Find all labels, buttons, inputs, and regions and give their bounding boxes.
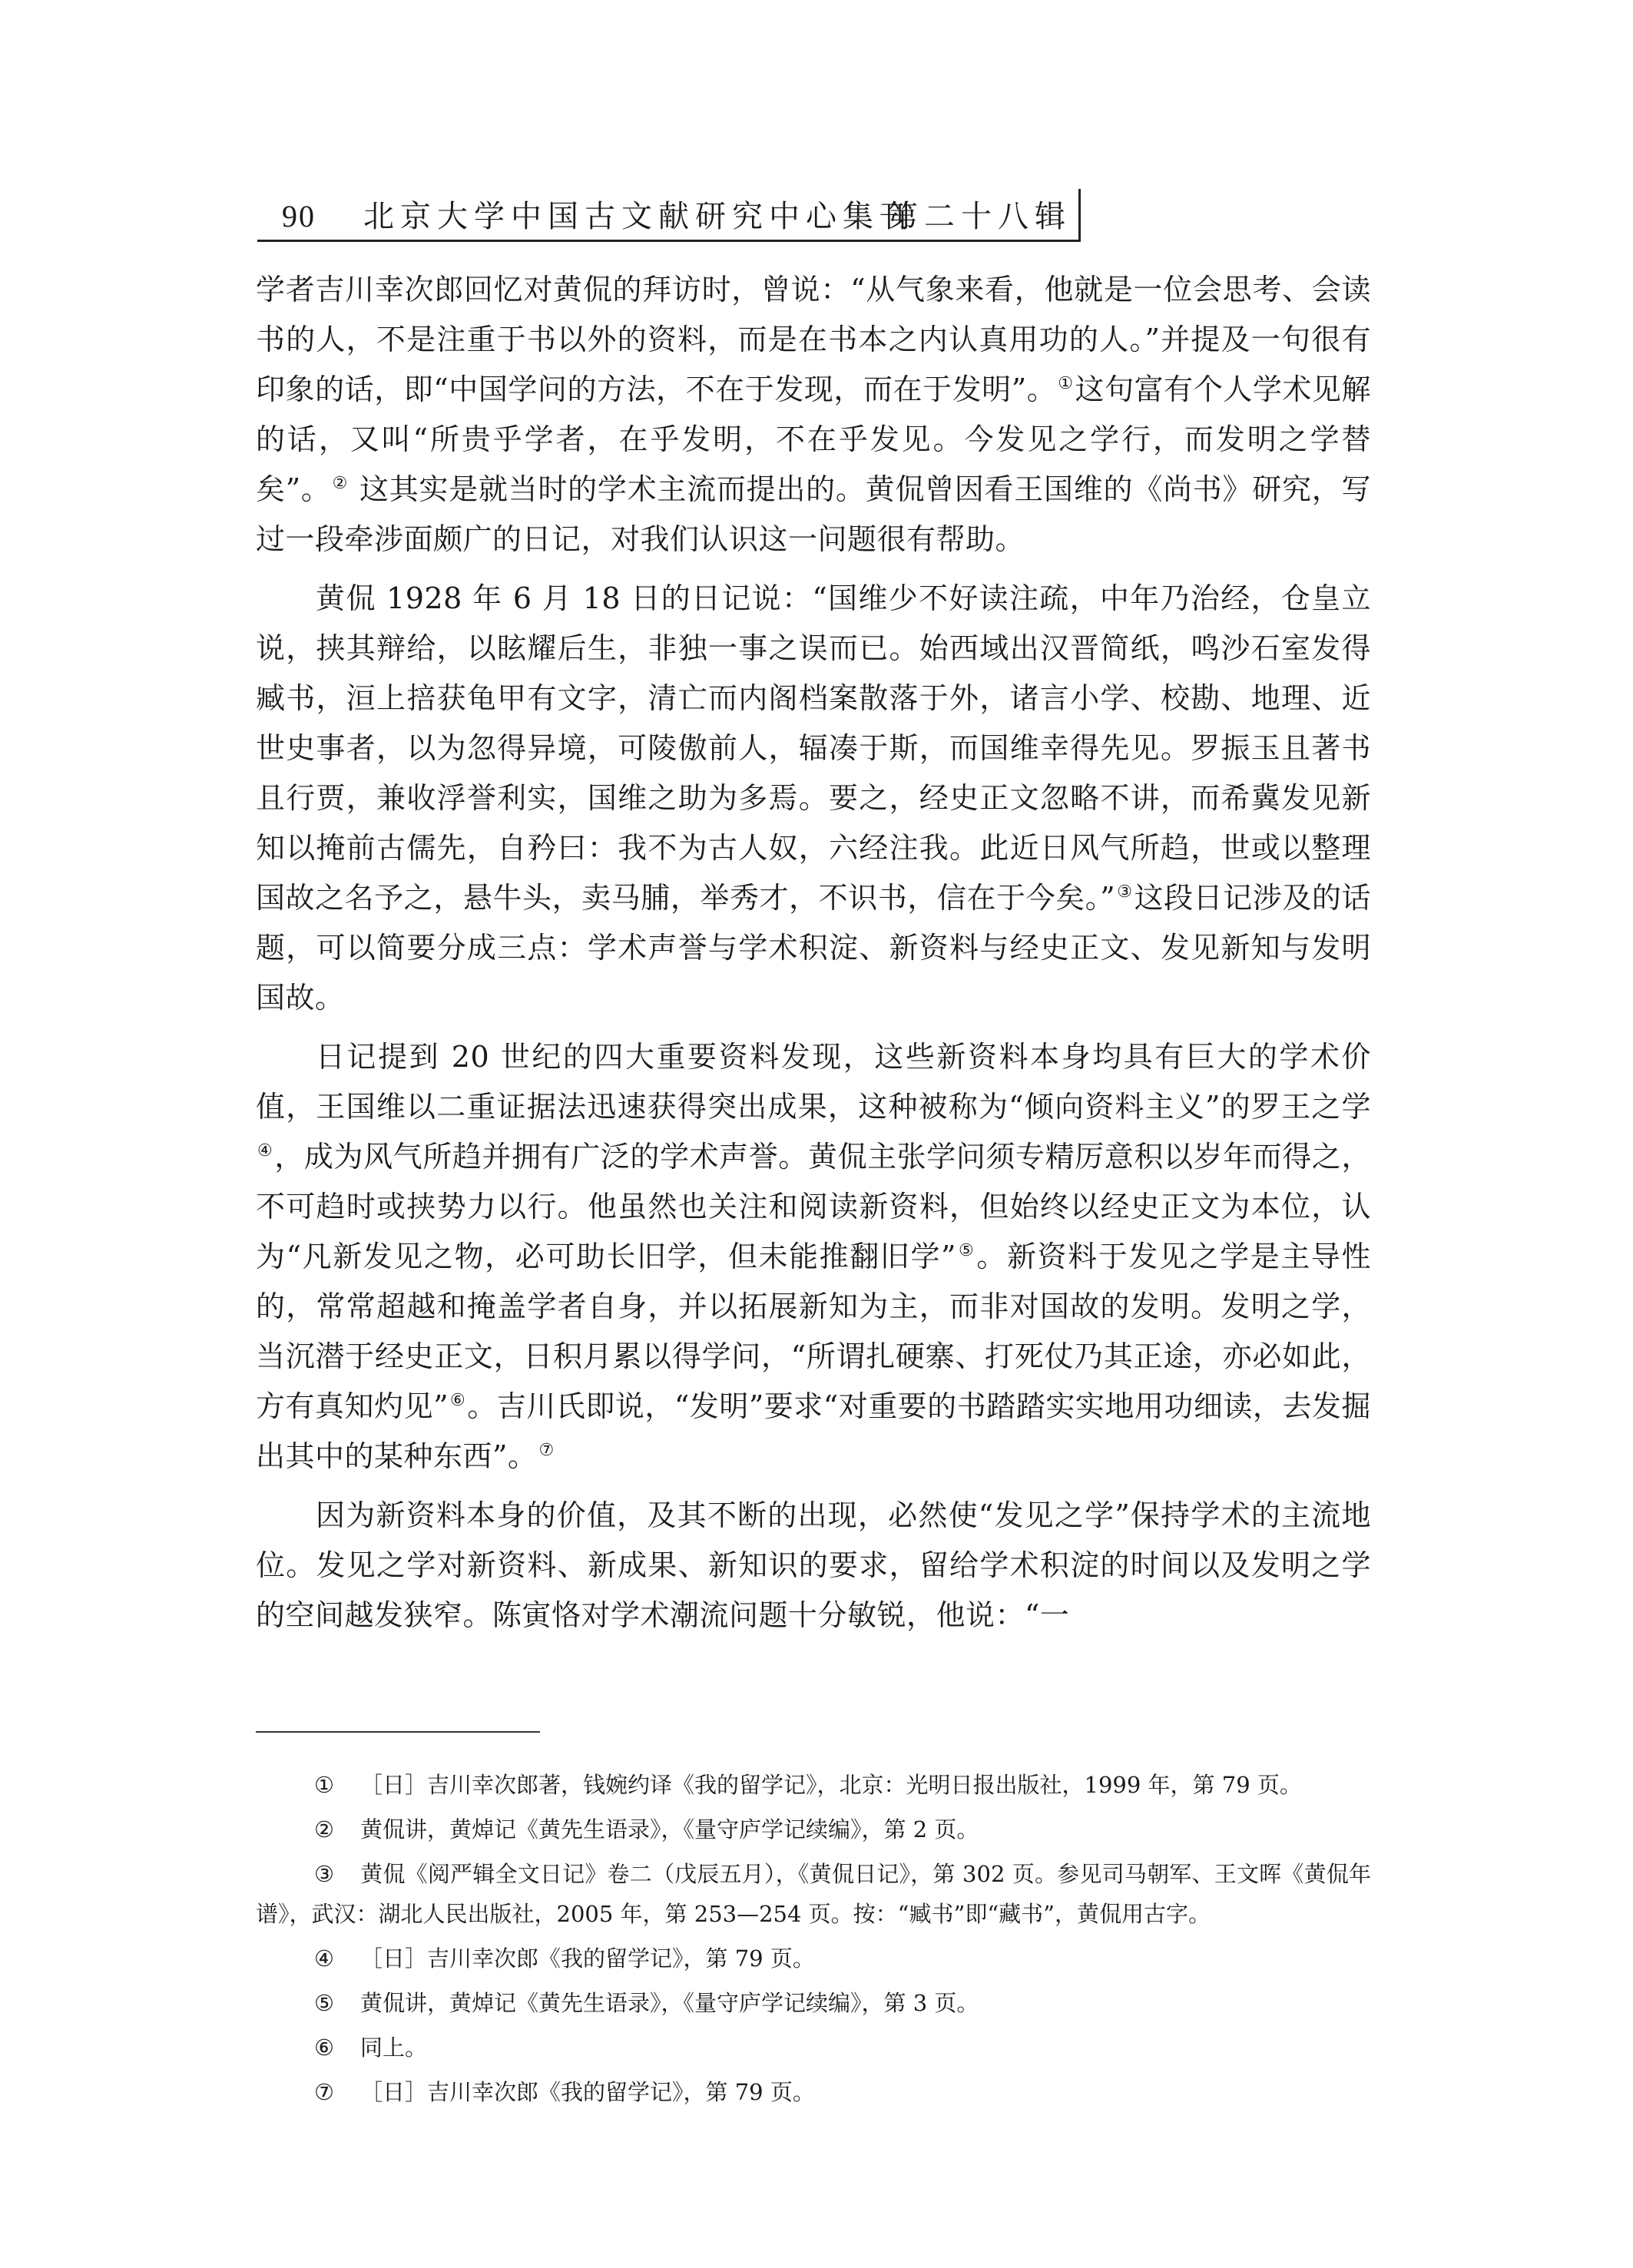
footnote-number: ② (314, 1816, 334, 1843)
header-vertical-rule (1078, 189, 1081, 241)
footnote-number: ③ (314, 1861, 334, 1887)
paragraph-text: 黄侃 1928 年 6 月 18 日的日记说：“国维少不好读注疏，中年乃治经，仓皇立说，挟其辩给，以眩耀后生，非独一事之误而已。始西域出汉晋简纸，鸣沙石室发得臧书，洹上掊获龟甲有文字，清亡而内阁档案散落于外，诸言小学、校勘、地理、近世史事者，以为忽得异境，可陵傲前人，辐凑于斯，而国维幸得先见。罗振玉且著书且行贾，兼收浮誉利实，国维之助为多焉。要之，经史正文忽略不讲，而希冀发见新知以掩前古儒先，自矜曰：我不为古人奴，六经注我。此近日风气所趋，世或以整理国故之名予之，悬牛头，卖马脯，举秀才，不识书，信在于今矣。” (256, 581, 1371, 915)
paragraph-text: 。吉川氏即说，“发明”要求“对重要的书踏踏实实地用功细读，去发掘出其中的某种东西”。 (256, 1389, 1371, 1473)
footnote-reference[interactable]: ⑥ (450, 1391, 466, 1410)
footnote (256, 1765, 1371, 1805)
footnote (256, 2072, 1371, 2112)
footnote-number: ① (314, 1772, 334, 1798)
footnote (256, 1939, 1371, 1978)
footnote-text: 黄侃讲，黄焯记《黄先生语录》，《量守庐学记续编》，第 3 页。 (360, 1990, 979, 2016)
paragraph-text: 这其实是就当时的学术主流而提出的。黄侃曾因看王国维的《尚书》研究，写过一段牵涉面颇广的日记，对我们认识这一问题很有帮助。 (256, 472, 1371, 556)
footnote-text: 黄侃讲，黄焯记《黄先生语录》，《量守庐学记续编》，第 2 页。 (360, 1816, 979, 1843)
footnote (256, 1809, 1371, 1849)
footnote-number: ④ (314, 1945, 334, 1972)
footnote-reference[interactable]: ② (332, 474, 349, 493)
footnote-reference[interactable]: ⑦ (538, 1441, 555, 1460)
footnote-separator (256, 1731, 540, 1733)
footnote-text: ［日］吉川幸次郎《我的留学记》，第 79 页。 (360, 1945, 815, 1972)
paragraph-text: 这段日记涉及的话题，可以简要分成三点：学术声誉与学术积淀、新资料与经史正文、发见新知与发明国故。 (256, 881, 1371, 1015)
journal-title: 北京大学中国古文献研究中心集刊 (363, 199, 916, 234)
paragraph (256, 574, 1371, 1023)
footnote-text: 同上。 (360, 2035, 428, 2061)
paragraph-text: 学者吉川幸次郎回忆对黄侃的拜访时，曾说：“从气象来看，他就是一位会思考、会读书的人，不是注重于书以外的资料，而是在书本之内认真用功的人。”并提及一句很有印象的话，即“中国学问的方法，不在于发现，而在于发明”。 (256, 273, 1371, 406)
body-text (256, 265, 1371, 1641)
footnote-text: ［日］吉川幸次郎《我的留学记》，第 79 页。 (360, 2079, 815, 2105)
footnote-reference[interactable]: ① (1058, 374, 1074, 393)
paragraph (256, 1032, 1371, 1482)
paragraph-text: 这句富有个人学术见解的话，又叫“所贵乎学者，在乎发明，不在乎发见。今发见之学行，而发明之学替矣”。 (256, 372, 1371, 506)
paragraph (256, 1491, 1371, 1641)
footnote-number: ⑥ (314, 2035, 334, 2061)
page-number: 90 (282, 199, 316, 233)
paragraph-text: ，成为风气所趋并拥有广泛的学术声誉。黄侃主张学问须专精厉意积以岁年而得之，不可趋时或挟势力以行。他虽然也关注和阅读新资料，但始终以经史正文为本位，认为“凡新发见之物，必可助长旧学，但未能推翻旧学” (256, 1140, 1371, 1273)
paragraph-text: 日记提到 20 世纪的四大重要资料发现，这些新资料本身均具有巨大的学术价值，王国维以二重证据法迅速获得突出成果，这种被称为“倾向资料主义”的罗王之学 (256, 1040, 1371, 1124)
footnote-number: ⑤ (314, 1990, 334, 2016)
footnote-reference[interactable]: ⑤ (957, 1241, 975, 1260)
issue-label: 第二十八辑 (887, 199, 1072, 234)
paragraph-text: 。新资料于发见之学是主导性的，常常超越和掩盖学者自身，并以拓展新知为主，而非对国故的发明。发明之学，当沉潜于经史正文，日积月累以得学问，“所谓扎硬寨、打死仗乃其正途，亦必如此，方有真知灼见” (256, 1240, 1371, 1423)
footnote-text: ［日］吉川幸次郎著，钱婉约译《我的留学记》，北京：光明日报出版社，1999 年，第 79 页。 (360, 1772, 1302, 1798)
paragraph (256, 265, 1371, 565)
paragraph-text: 因为新资料本身的价值，及其不断的出现，必然使“发见之学”保持学术的主流地位。发见之学对新资料、新成果、新知识的要求，留给学术积淀的时间以及发明之学的空间越发狭窄。陈寅恪对学术潮流问题十分敏锐，他说：“一 (256, 1498, 1371, 1632)
footnote-text: 黄侃《阅严辑全文日记》卷二（戊辰五月），《黄侃日记》，第 302 页。参见司马朝军、王文晖《黄侃年谱》，武汉：湖北人民出版社，2005 年，第 253—254 页。按：“臧书”即“藏书”，黄侃用古字。 (256, 1861, 1371, 1927)
footnotes (256, 1765, 1371, 2117)
header-rule (257, 240, 1081, 242)
footnote-number: ⑦ (314, 2079, 334, 2105)
footnote-reference[interactable]: ③ (1117, 882, 1133, 902)
footnote (256, 2028, 1371, 2068)
footnote-reference[interactable]: ④ (257, 1141, 273, 1160)
footnote (256, 1854, 1371, 1934)
footnote (256, 1983, 1371, 2023)
